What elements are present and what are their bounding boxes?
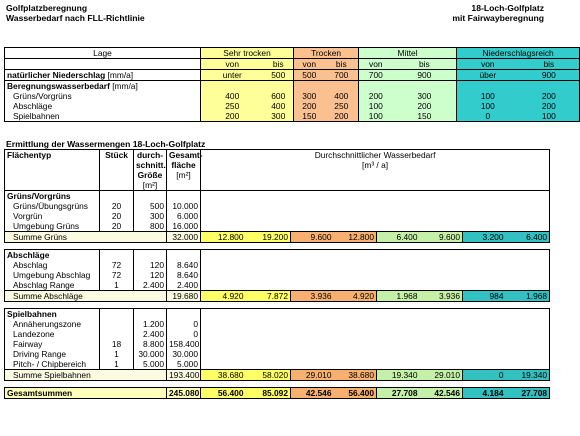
doc-title: Golfplatzberegnung [6, 3, 88, 13]
value-cell: 100 [359, 111, 393, 122]
irrigation-row [5, 111, 580, 122]
spacer-row [5, 381, 550, 388]
column-header: Gesamt- [167, 150, 201, 161]
category-header: Sehr trocken [201, 48, 294, 59]
sum-value: 6.400 [506, 232, 550, 243]
sum-area: 32.000 [167, 232, 201, 243]
row-label: Abschläge [5, 101, 201, 111]
sum-value: 9.600 [291, 232, 334, 243]
value-cell: 150 [393, 111, 457, 122]
value-cell: 100 [457, 101, 519, 111]
count-cell: 1 [100, 349, 134, 359]
sum-value: 19.200 [246, 232, 291, 243]
value-cell: 100 [359, 101, 393, 111]
header-row [5, 170, 550, 180]
spacer [5, 381, 550, 388]
value-cell: 200 [519, 101, 580, 111]
sum-value: 0 [463, 370, 506, 381]
bis-label: bis [325, 59, 359, 70]
row-label: Fairway [5, 339, 100, 349]
total-area: 245.080 [167, 388, 201, 399]
cell [100, 170, 134, 180]
count-cell: 18 [100, 339, 134, 349]
cell [201, 309, 550, 320]
count-cell: 1 [100, 359, 134, 370]
irrigation-header-row [5, 81, 580, 92]
value-cell: über [457, 70, 519, 81]
sum-value: 9.600 [420, 232, 463, 243]
column-header: fläche [167, 160, 201, 170]
cell [100, 180, 134, 191]
cell [134, 191, 167, 202]
sum-row [5, 291, 550, 302]
spacer-row [5, 243, 550, 250]
value-cell: 400 [325, 91, 359, 101]
total-value: 42.546 [291, 388, 334, 399]
row-label: Abschlag Range [5, 280, 100, 291]
total-value: 27.708 [506, 388, 550, 399]
unit-label: [m³ / a] [201, 160, 550, 170]
total-value: 56.400 [201, 388, 246, 399]
sum-value: 19.340 [506, 370, 550, 381]
row-label: Pitch- / Chipbereich [5, 359, 100, 370]
group-title-row [5, 191, 550, 202]
area-cell: 10.000 [167, 201, 201, 211]
total-value: 85.092 [246, 388, 291, 399]
value-cell: 100 [519, 111, 580, 122]
count-cell: 20 [100, 221, 134, 232]
value-cell: 200 [519, 91, 580, 101]
doc-subtitle-right: mit Fairwayberegnung [452, 13, 544, 23]
value-cell: 900 [519, 70, 580, 81]
row-label: Spielbahnen [5, 111, 201, 122]
value-cell: 0 [457, 111, 519, 122]
cell [201, 170, 550, 180]
value-cell: 200 [201, 111, 264, 122]
size-cell: 30.000 [134, 349, 167, 359]
sum-label: Summe Abschläge [5, 291, 167, 302]
sum-value: 3.200 [463, 232, 506, 243]
cell [5, 160, 100, 170]
spacer-row [5, 302, 550, 309]
cell [201, 250, 550, 261]
data-row [5, 319, 550, 329]
cell [201, 319, 550, 329]
data-row [5, 260, 550, 270]
row-label: Grüns/Übungsgrüns [5, 201, 100, 211]
area-cell: 158.400 [167, 339, 201, 349]
sum-area: 193.400 [167, 370, 201, 381]
cell [134, 309, 167, 320]
value-cell: 300 [393, 91, 457, 101]
data-row [5, 221, 550, 232]
row-label: Landezone [5, 329, 100, 339]
area-cell: 2.400 [167, 280, 201, 291]
total-value: 4.184 [463, 388, 506, 399]
header-row [5, 180, 550, 191]
group-title: Spielbahnen [5, 309, 100, 320]
sum-value: 4.920 [334, 291, 377, 302]
count-cell: 20 [100, 201, 134, 211]
cell [167, 250, 201, 261]
bis-label: bis [519, 59, 580, 70]
sum-value: 6.400 [377, 232, 420, 243]
sum-area: 19.680 [167, 291, 201, 302]
value-cell: 250 [325, 101, 359, 111]
value-cell: 200 [294, 101, 325, 111]
sum-value: 19.340 [377, 370, 420, 381]
cell [201, 359, 550, 370]
size-cell: 1.200 [134, 319, 167, 329]
area-cell: 0 [167, 329, 201, 339]
data-row [5, 211, 550, 221]
irrigation-row [5, 91, 580, 101]
size-cell: 500 [134, 201, 167, 211]
row-label: Annäherungszone [5, 319, 100, 329]
value-cell: 200 [359, 91, 393, 101]
sum-value: 7.872 [246, 291, 291, 302]
cell [201, 329, 550, 339]
cell [5, 170, 100, 180]
cell [167, 191, 201, 202]
value-cell: 300 [264, 111, 294, 122]
column-header: schnitt. [134, 160, 167, 170]
lage-header: Lage [5, 48, 201, 59]
size-cell: 5.000 [134, 359, 167, 370]
cell [100, 309, 134, 320]
von-label: von [294, 59, 325, 70]
sum-value: 38.680 [334, 370, 377, 381]
sum-value: 38.680 [201, 370, 246, 381]
cell [201, 270, 550, 280]
data-row [5, 349, 550, 359]
total-row [5, 388, 550, 399]
sum-value: 1.968 [377, 291, 420, 302]
total-value: 56.400 [334, 388, 377, 399]
size-cell: 800 [134, 221, 167, 232]
data-row [5, 359, 550, 370]
category-header: Trocken [294, 48, 359, 59]
value-cell: 300 [294, 91, 325, 101]
row-label: Grüns/Vorgrüns [5, 91, 201, 101]
data-row [5, 329, 550, 339]
sum-value: 58.020 [246, 370, 291, 381]
count-cell: 20 [100, 211, 134, 221]
sum-value: 1.968 [506, 291, 550, 302]
data-row [5, 339, 550, 349]
sum-label: Summe Spielbahnen [5, 370, 167, 381]
column-header: durch- [134, 150, 167, 161]
data-row [5, 280, 550, 291]
value-cell: 400 [264, 101, 294, 111]
cell [201, 280, 550, 291]
row-label: Driving Range [5, 349, 100, 359]
bis-label: bis [393, 59, 457, 70]
area-cell: 5.000 [167, 359, 201, 370]
size-cell: 2.400 [134, 329, 167, 339]
precipitation-label: natürlicher Niederschlag [mm/a] [5, 70, 201, 81]
cell [134, 250, 167, 261]
von-label: von [359, 59, 393, 70]
row-label: Umgebung Abschlag [5, 270, 100, 280]
area-cell: 30.000 [167, 349, 201, 359]
cell [201, 260, 550, 270]
spacer [5, 302, 550, 309]
column-header: Stück [100, 150, 134, 161]
data-row [5, 201, 550, 211]
header-row [5, 160, 550, 170]
value-cell: 200 [325, 111, 359, 122]
cell [201, 180, 550, 191]
climate-header-row [5, 48, 580, 59]
sum-value: 12.800 [201, 232, 246, 243]
cell [167, 180, 201, 191]
value-cell: 400 [201, 91, 264, 101]
column-header: Flächentyp [5, 150, 100, 161]
group-title: Grüns/Vorgrüns [5, 191, 100, 202]
count-cell: 1 [100, 280, 134, 291]
size-cell: 120 [134, 260, 167, 270]
value-cell: 700 [359, 70, 393, 81]
count-cell [100, 329, 134, 339]
von-label: von [457, 59, 519, 70]
cell [201, 211, 550, 221]
von-bis-row [5, 59, 580, 70]
total-label: Gesamtsummen [5, 388, 167, 399]
sum-row [5, 370, 550, 381]
value-cell: 200 [393, 101, 457, 111]
value-cell: 500 [294, 70, 325, 81]
size-cell: 120 [134, 270, 167, 280]
cell [201, 221, 550, 232]
cell [5, 180, 100, 191]
category-header: Niederschlagsreich [457, 48, 580, 59]
count-cell: 72 [100, 270, 134, 280]
irrigation-row [5, 101, 580, 111]
unit-label: [m²] [134, 180, 167, 191]
size-cell: 300 [134, 211, 167, 221]
count-cell: 72 [100, 260, 134, 270]
column-header: Größe [134, 170, 167, 180]
cell [201, 201, 550, 211]
area-cell: 0 [167, 319, 201, 329]
sum-value: 3.936 [420, 291, 463, 302]
total-value: 42.546 [420, 388, 463, 399]
value-cell: 700 [325, 70, 359, 81]
header-row [5, 150, 550, 161]
value-cell: 500 [264, 70, 294, 81]
value-cell: 600 [264, 91, 294, 101]
cell [201, 339, 550, 349]
group-title: Abschläge [5, 250, 100, 261]
group-title-row [5, 309, 550, 320]
group-title-row [5, 250, 550, 261]
climate-table [4, 47, 580, 122]
von-label: von [201, 59, 264, 70]
data-row [5, 270, 550, 280]
size-cell: 8.800 [134, 339, 167, 349]
value-cell: 250 [201, 101, 264, 111]
area-cell: 8.640 [167, 270, 201, 280]
row-label: Vorgrün [5, 211, 100, 221]
sum-row [5, 232, 550, 243]
sum-value: 4.920 [201, 291, 246, 302]
total-value: 27.708 [377, 388, 420, 399]
unit-label: [m²] [167, 170, 201, 180]
sum-value: 29.010 [291, 370, 334, 381]
doc-subtitle: Wasserbedarf nach FLL-Richtlinie [6, 13, 145, 23]
irrigation-label: Beregnungswasserbedarf [mm/a] [5, 81, 201, 92]
cell [201, 349, 550, 359]
area-cell: 6.000 [167, 211, 201, 221]
cell [167, 309, 201, 320]
column-header: Durchschnittlicher Wasserbedarf [201, 150, 550, 161]
count-cell [100, 319, 134, 329]
doc-title-right: 18-Loch-Golfplatz [471, 3, 544, 13]
cell [100, 160, 134, 170]
area-cell: 16.000 [167, 221, 201, 232]
value-cell: 900 [393, 70, 457, 81]
water-table [4, 149, 550, 399]
cell [100, 250, 134, 261]
size-cell: 2.400 [134, 280, 167, 291]
bis-label: bis [264, 59, 294, 70]
precipitation-row [5, 70, 580, 81]
category-header: Mittel [359, 48, 457, 59]
area-cell: 8.640 [167, 260, 201, 270]
value-cell: 100 [457, 91, 519, 101]
section-title: Ermittlung der Wassermengen 18-Loch-Golfplatz [6, 139, 206, 149]
sum-value: 12.800 [334, 232, 377, 243]
cell [201, 191, 550, 202]
value-cell: unter [201, 70, 264, 81]
row-label: Umgebung Grüns [5, 221, 100, 232]
cell [100, 191, 134, 202]
sum-value: 29.010 [420, 370, 463, 381]
row-label: Abschlag [5, 260, 100, 270]
sum-value: 3.936 [291, 291, 334, 302]
value-cell: 150 [294, 111, 325, 122]
spacer [5, 243, 550, 250]
sum-value: 984 [463, 291, 506, 302]
sum-label: Summe Grüns [5, 232, 167, 243]
